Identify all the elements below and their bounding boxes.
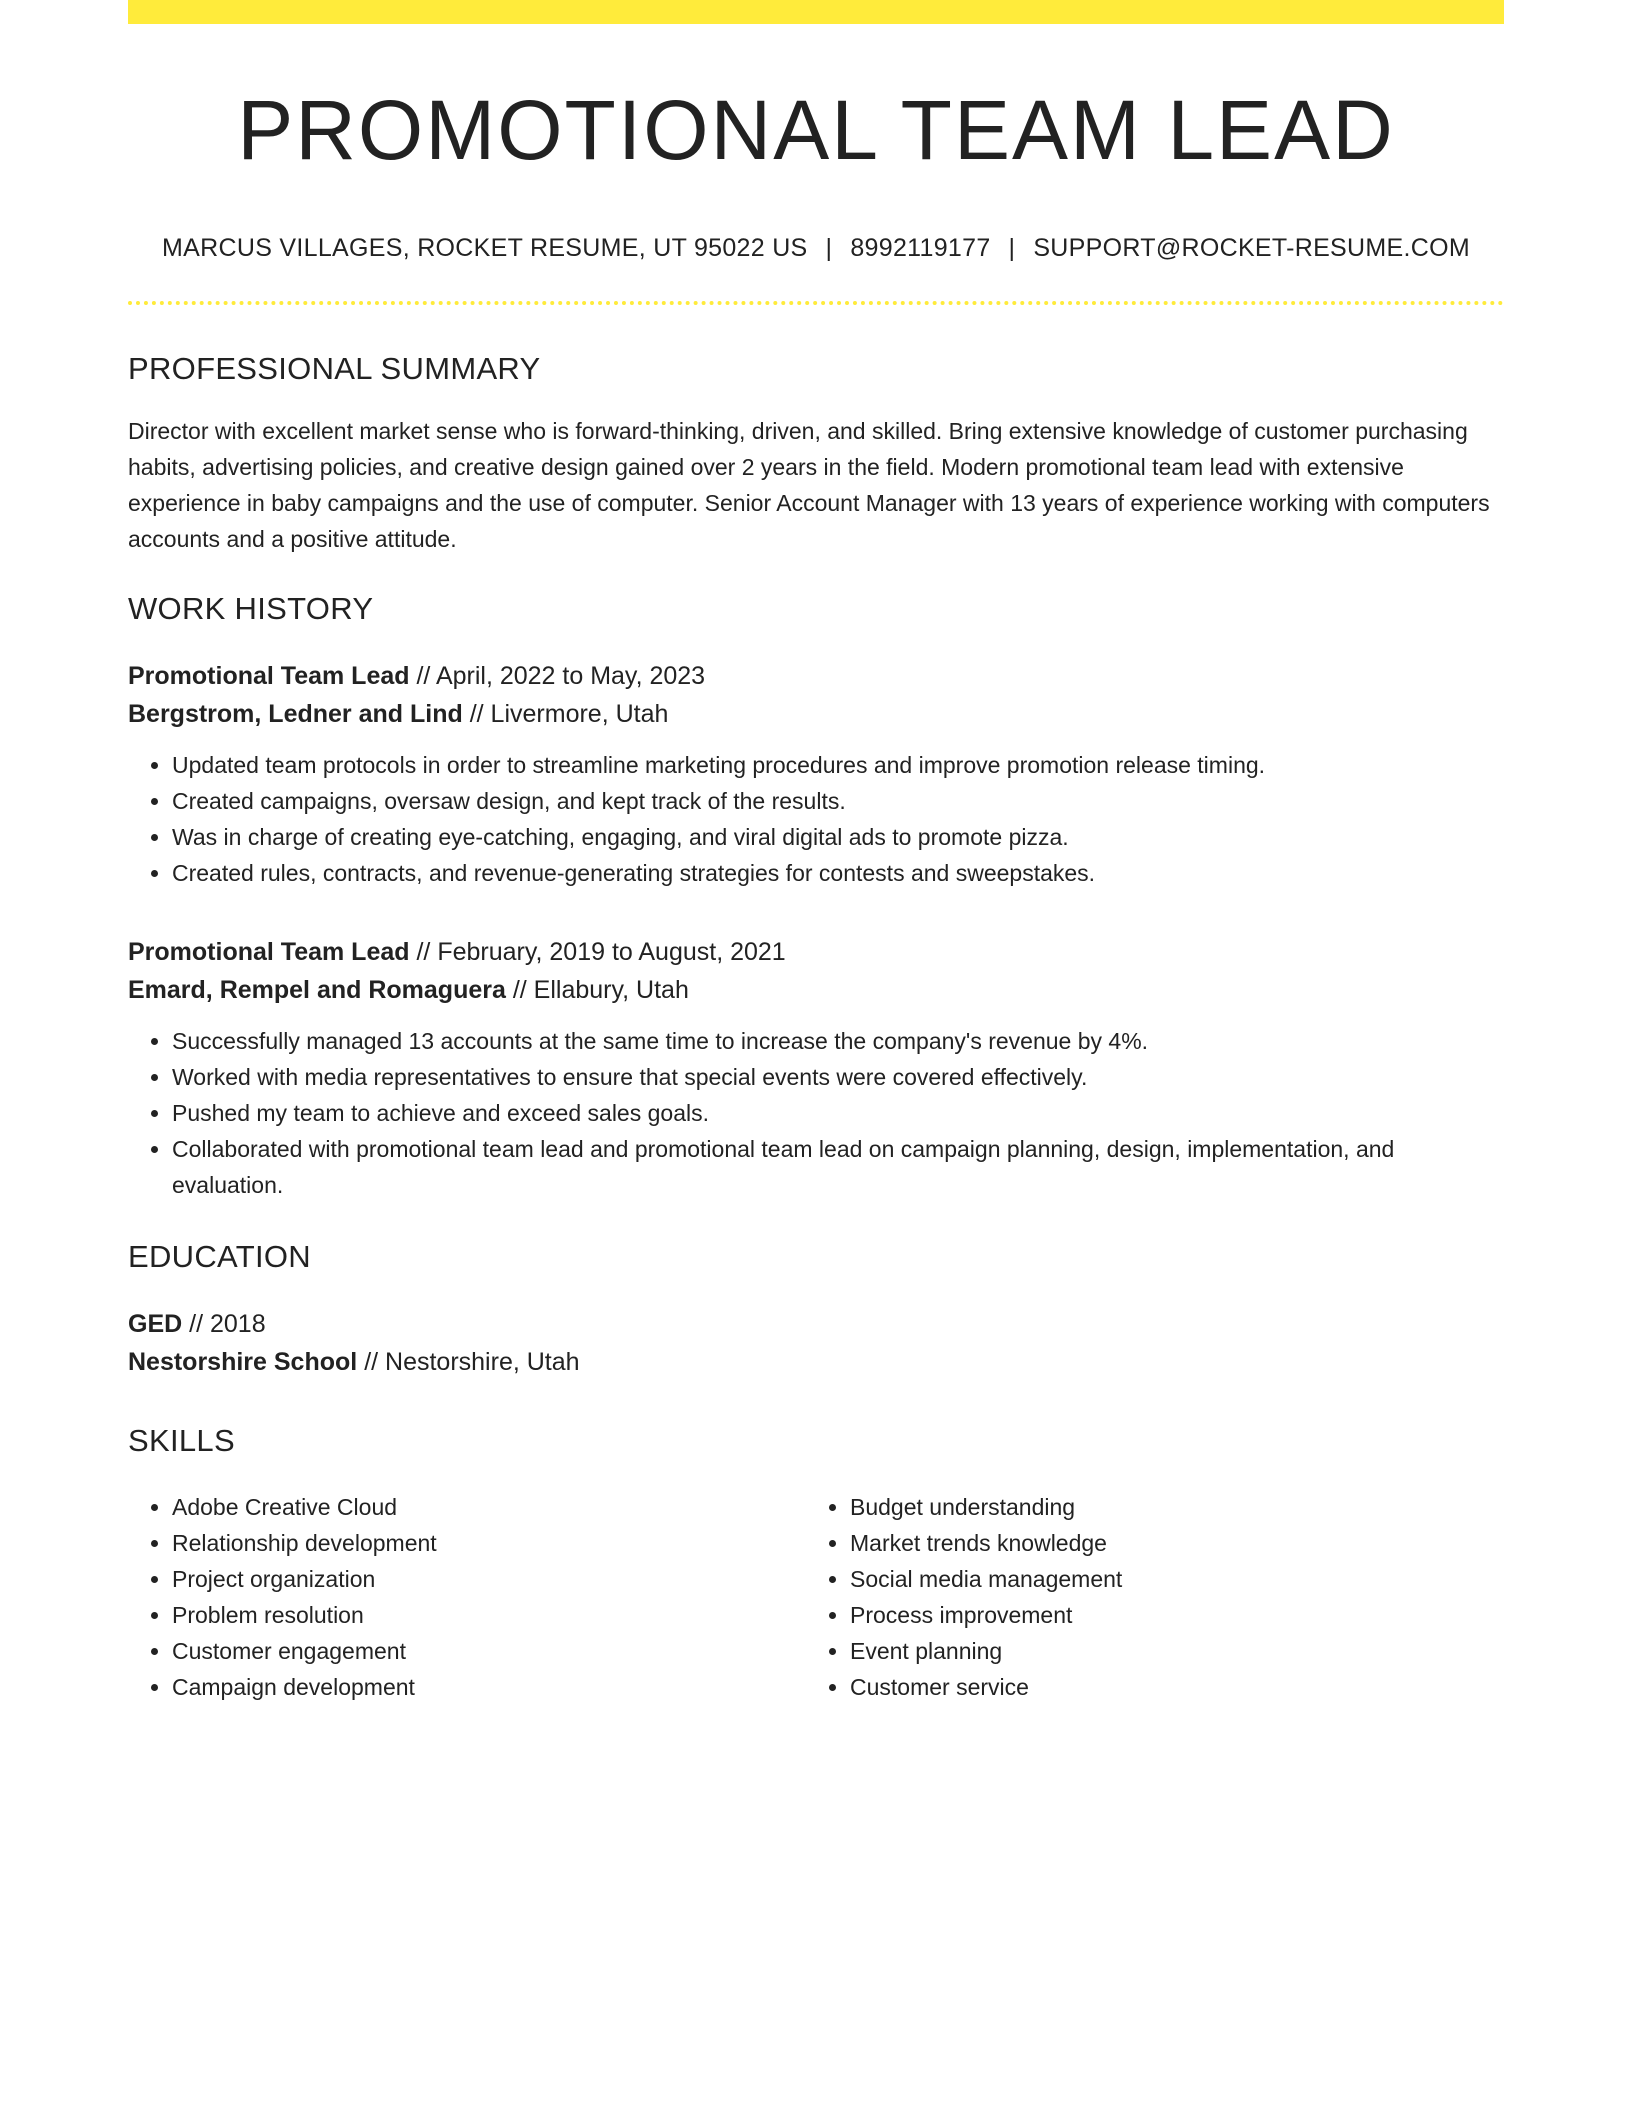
- job-entry: [128, 657, 1504, 891]
- skill-item: • Social media management: [850, 1561, 1484, 1597]
- skills-list: [806, 1489, 1484, 1705]
- skills-list: [128, 1489, 806, 1705]
- skills-column-right: [806, 1489, 1484, 1705]
- school-name: Nestorshire School: [128, 1348, 358, 1377]
- contact-line: [128, 234, 1504, 263]
- education-entry: [128, 1305, 1504, 1381]
- top-accent-bar: [128, 0, 1504, 24]
- job-title-line: [128, 657, 1504, 695]
- skill-item: • Project organization: [172, 1561, 806, 1597]
- job-company-line: [128, 971, 1504, 1009]
- skill-item: • Relationship development: [172, 1525, 806, 1561]
- job-bullet: • Was in charge of creating eye-catching, engaging, and viral digital ads to promote pizza.: [172, 819, 1504, 855]
- contact-separator: |: [825, 234, 833, 263]
- contact-phone: 8992119177: [850, 234, 991, 263]
- job-bullet: • Worked with media representatives to ensure that special events were covered effectively.: [172, 1059, 1504, 1095]
- job-bullet: • Created campaigns, oversaw design, and kept track of the results.: [172, 783, 1504, 819]
- school-location: // Nestorshire, Utah: [364, 1348, 580, 1377]
- job-dates: // February, 2019 to August, 2021: [416, 938, 786, 967]
- skill-item: • Budget understanding: [850, 1489, 1484, 1525]
- job-title: Promotional Team Lead: [128, 938, 410, 967]
- skill-item: • Customer service: [850, 1669, 1484, 1705]
- skill-item: • Event planning: [850, 1633, 1484, 1669]
- skill-item: • Adobe Creative Cloud: [172, 1489, 806, 1525]
- contact-address: MARCUS VILLAGES, ROCKET RESUME, UT 95022 US: [162, 234, 808, 263]
- job-bullet: • Pushed my team to achieve and exceed sales goals.: [172, 1095, 1504, 1131]
- job-bullet: • Collaborated with promotional team lead and promotional team lead on campaign planning, design, implementation, and evaluation.: [172, 1131, 1504, 1203]
- work-history-heading: WORK HISTORY: [128, 591, 374, 627]
- degree-year: // 2018: [189, 1310, 266, 1339]
- job-company: Emard, Rempel and Romaguera: [128, 976, 506, 1005]
- skill-item: • Problem resolution: [172, 1597, 806, 1633]
- degree: GED: [128, 1310, 183, 1339]
- job-location: // Ellabury, Utah: [512, 976, 689, 1005]
- school-line: [128, 1343, 1504, 1381]
- skills-grid: [128, 1489, 1504, 1705]
- skill-item: • Customer engagement: [172, 1633, 806, 1669]
- job-title: Promotional Team Lead: [128, 662, 410, 691]
- skills-heading: SKILLS: [128, 1423, 235, 1459]
- contact-email: SUPPORT@ROCKET-RESUME.COM: [1033, 234, 1470, 263]
- job-bullet: • Created rules, contracts, and revenue-generating strategies for contests and sweepstakes.: [172, 855, 1504, 891]
- resume-title: PROMOTIONAL TEAM LEAD: [237, 83, 1395, 177]
- skills-column-left: [128, 1489, 806, 1705]
- job-dates: // April, 2022 to May, 2023: [416, 662, 706, 691]
- job-entry: [128, 933, 1504, 1203]
- education-heading: EDUCATION: [128, 1239, 311, 1275]
- skill-item: • Market trends knowledge: [850, 1525, 1484, 1561]
- job-bullets: [128, 747, 1504, 891]
- contact-separator: |: [1008, 234, 1016, 263]
- job-company-line: [128, 695, 1504, 733]
- job-company: Bergstrom, Ledner and Lind: [128, 700, 463, 729]
- job-title-line: [128, 933, 1504, 971]
- summary-heading: PROFESSIONAL SUMMARY: [128, 351, 541, 387]
- degree-line: [128, 1305, 1504, 1343]
- skill-item: • Campaign development: [172, 1669, 806, 1705]
- job-bullets: [128, 1023, 1504, 1203]
- dotted-divider: [128, 301, 1504, 305]
- job-bullet: • Updated team protocols in order to streamline marketing procedures and improve promotion release timing.: [172, 747, 1504, 783]
- summary-text: Director with excellent market sense who is forward-thinking, driven, and skilled. Bring extensive knowledge of customer purchasing habits, advertising policies, and creative design gained over 2 years in the field. Modern promotional team lead with extensive experience in baby campaigns and the use of computer. Senior Account Manager with 13 years of experience working with computers accounts and a positive attitude.: [128, 418, 1490, 553]
- resume-page: [128, 0, 1504, 1705]
- skill-item: • Process improvement: [850, 1597, 1484, 1633]
- job-bullet: • Successfully managed 13 accounts at the same time to increase the company's revenue by 4%.: [172, 1023, 1504, 1059]
- job-location: // Livermore, Utah: [469, 700, 669, 729]
